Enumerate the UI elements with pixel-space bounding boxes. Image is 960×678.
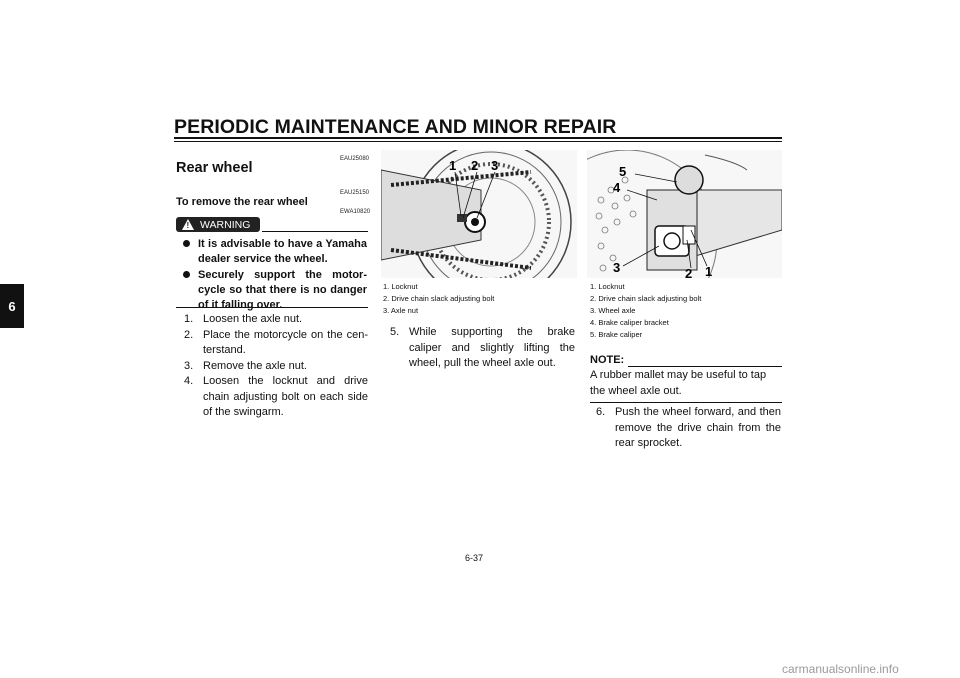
figure1-captions	[383, 281, 494, 317]
caption-item: 2. Drive chain slack adjusting bolt	[383, 294, 495, 303]
header-rule	[174, 137, 782, 139]
section-title: Rear wheel	[176, 160, 253, 176]
warning-badge	[176, 217, 260, 232]
steps-list-right	[596, 405, 781, 452]
caption-item: 4. Brake caliper bracket	[590, 318, 669, 327]
adjusting-block	[457, 214, 467, 222]
page-header-title: PERIODIC MAINTENANCE AND MINOR REPAIR	[174, 116, 617, 138]
caption-item: 3. Wheel axle	[590, 306, 636, 315]
callout-1: 1	[705, 264, 713, 278]
section-code: EAU25080	[340, 156, 370, 162]
header-rule-thin	[174, 141, 782, 142]
step-item: 4. Loosen the locknut and drive chain adjusting bolt on each side of the swingarm.	[184, 375, 368, 418]
step-item: 3. Remove the axle nut.	[184, 359, 307, 372]
callout-2: 2	[685, 266, 693, 278]
figure-rear-wheel-chain	[381, 150, 577, 278]
step-item: 1. Loosen the axle nut.	[184, 313, 303, 325]
step-item: 5. While supporting the brake caliper and slightly lifting the wheel, pull the wheel axle out.	[390, 326, 575, 369]
step-item: 2. Place the motorcycle on the cen-terstand.	[184, 328, 368, 356]
warning-code: EWA10820	[340, 209, 371, 215]
caption-item: 1. Locknut	[590, 282, 625, 291]
callout-3: 3	[491, 158, 499, 173]
caption-item: 3. Axle nut	[383, 306, 419, 315]
caption-item: 1. Locknut	[383, 282, 418, 291]
figure-brake-caliper	[587, 150, 782, 278]
note-label: NOTE:	[590, 354, 625, 366]
note-rule-top	[628, 366, 782, 367]
subsection-code: EAU25150	[340, 190, 370, 196]
note-rule-bottom	[590, 402, 782, 403]
brake-caliper	[675, 166, 703, 194]
page-number: 6-37	[465, 553, 484, 563]
step-item: 6. Push the wheel forward, and then remove the drive chain from the rear sprocket.	[596, 406, 781, 449]
steps-list-left	[184, 312, 368, 421]
warning-list	[181, 237, 367, 314]
callout-1: 1	[449, 158, 457, 173]
warning-item: Securely support the motor-cycle so that there is no danger of it falling over.	[181, 268, 367, 313]
wheel-axle	[664, 233, 680, 249]
callout-3: 3	[613, 260, 621, 275]
caption-item: 2. Drive chain slack adjusting bolt	[590, 294, 702, 303]
watermark: carmanualsonline.info	[782, 662, 899, 676]
warning-rule-top	[262, 231, 368, 232]
subsection-title: To remove the rear wheel	[176, 196, 308, 208]
warning-triangle-icon: !	[182, 219, 194, 230]
warning-label: WARNING	[200, 218, 251, 231]
steps-list-middle	[390, 325, 575, 372]
chapter-tab: 6	[0, 284, 24, 328]
note-text: A rubber mallet may be useful to tap the wheel axle out.	[590, 369, 767, 397]
callout-4: 4	[613, 180, 621, 195]
axle-center	[471, 218, 479, 226]
callout-2: 2	[471, 158, 479, 173]
warning-item: It is advisable to have a Yamaha dealer service the wheel.	[181, 237, 367, 267]
warning-rule-bottom	[176, 307, 368, 308]
callout-5: 5	[619, 164, 627, 179]
caption-item: 5. Brake caliper	[590, 330, 643, 339]
figure2-captions	[590, 281, 701, 341]
